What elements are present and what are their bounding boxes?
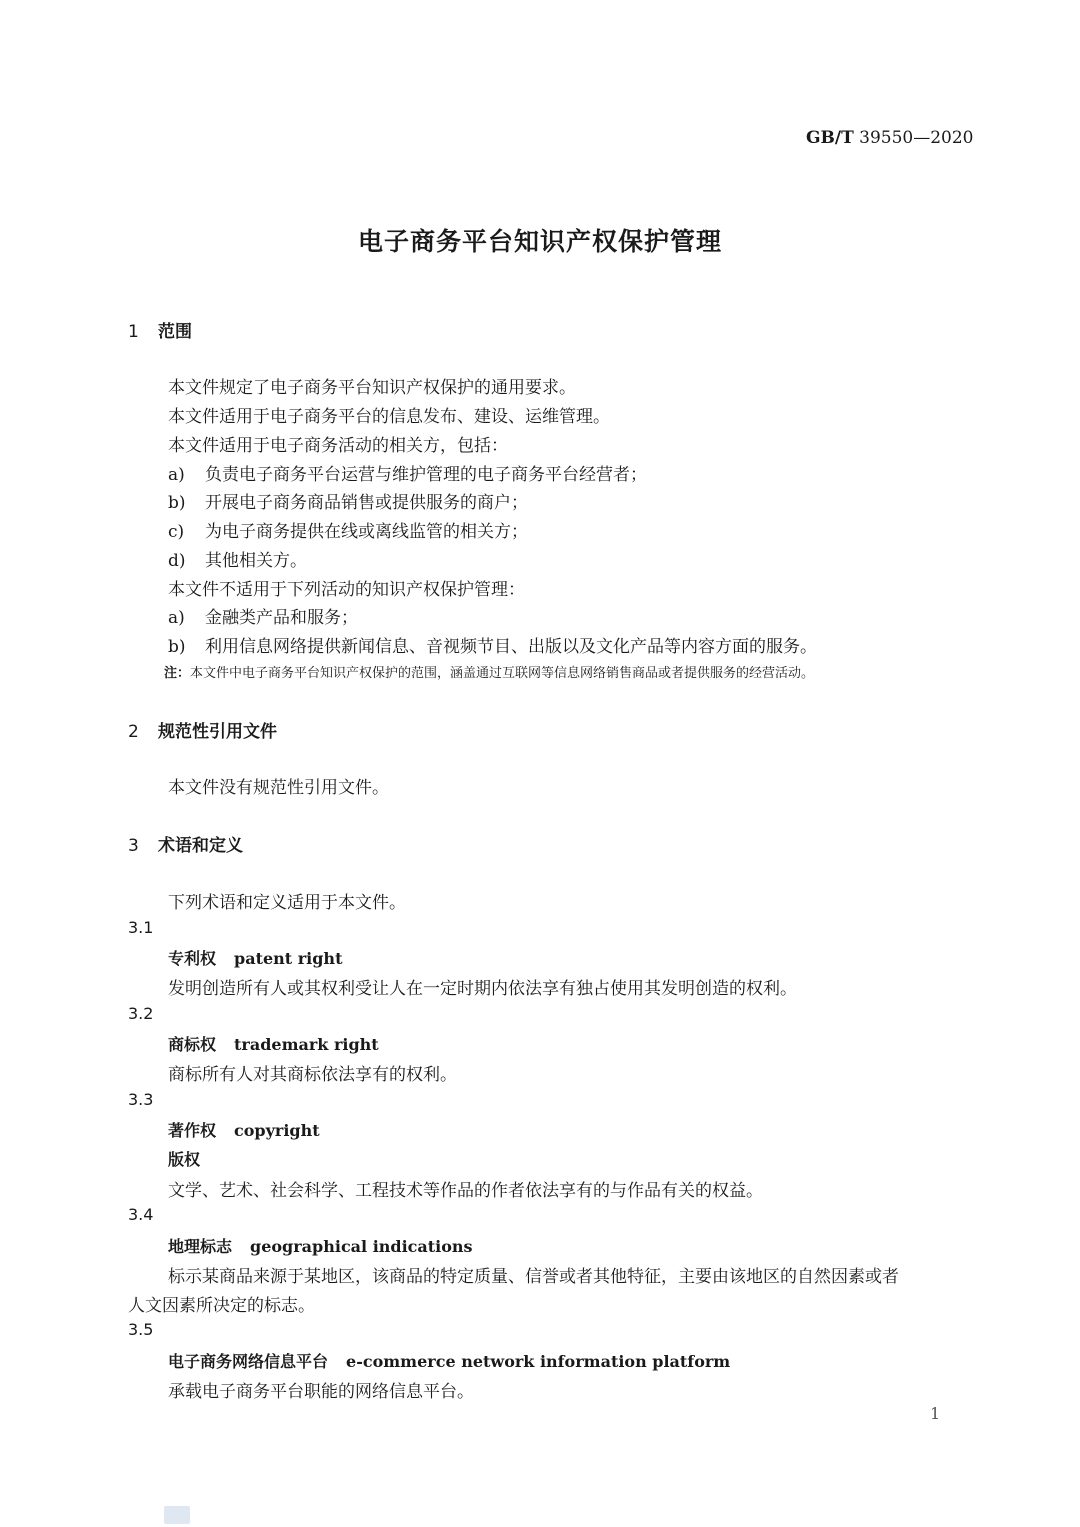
list-marker: b) — [168, 493, 186, 513]
list-item — [168, 488, 528, 513]
term-heading — [168, 1349, 730, 1372]
term-definition: 文学、艺术、社会科学、工程技术等作品的作者依法享有的与作品有关的权益。 — [168, 1181, 763, 1201]
section-2-heading — [128, 717, 277, 742]
term-en: trademark right — [234, 1035, 379, 1054]
term-number: 3.4 — [128, 1205, 154, 1224]
note-text: 本文件中电子商务平台知识产权保护的范围，涵盖通过互联网等信息网络销售商品或者提供服务的经营活动。 — [190, 666, 815, 681]
section-number: 2 — [128, 722, 139, 742]
list-item — [168, 517, 528, 542]
paragraph: 本文件适用于电子商务活动的相关方，包括： — [168, 436, 508, 456]
section-title: 术语和定义 — [158, 836, 243, 856]
term-alt: 版权 — [168, 1150, 201, 1169]
term-heading — [168, 1234, 473, 1257]
section-title: 规范性引用文件 — [158, 722, 277, 742]
term-en: geographical indications — [250, 1237, 473, 1256]
term-number: 3.2 — [128, 1004, 154, 1023]
list-text: 负责电子商务平台运营与维护管理的电子商务平台经营者； — [205, 465, 647, 485]
term-definition-line: 标示某商品来源于某地区，该商品的特定质量、信誉或者其他特征，主要由该地区的自然因素或者 — [168, 1267, 899, 1287]
list-text: 利用信息网络提供新闻信息、音视频节目、出版以及文化产品等内容方面的服务。 — [205, 637, 817, 657]
list-marker: b) — [168, 637, 186, 657]
standard-number: 39550—2020 — [859, 128, 974, 148]
term-number: 3.3 — [128, 1090, 154, 1109]
term-zh: 专利权 — [168, 949, 217, 968]
list-text: 开展电子商务商品销售或提供服务的商户； — [205, 493, 528, 513]
paragraph: 本文件不适用于下列活动的知识产权保护管理： — [168, 580, 525, 600]
standard-code — [806, 128, 974, 148]
term-en: copyright — [234, 1121, 320, 1140]
paragraph: 下列术语和定义适用于本文件。 — [168, 893, 406, 913]
list-item — [168, 632, 817, 657]
page-number: 1 — [930, 1404, 941, 1423]
term-number: 3.5 — [128, 1320, 154, 1339]
term-definition-line: 人文因素所决定的标志。 — [128, 1296, 315, 1316]
list-marker: a) — [168, 608, 185, 628]
standard-prefix: GB/T — [806, 128, 854, 148]
term-number: 3.1 — [128, 918, 154, 937]
list-text: 其他相关方。 — [205, 551, 307, 571]
note — [164, 662, 814, 681]
list-text: 为电子商务提供在线或离线监管的相关方； — [205, 522, 528, 542]
paragraph: 本文件适用于电子商务平台的信息发布、建设、运维管理。 — [168, 407, 610, 427]
watermark-logo-icon — [164, 1506, 190, 1524]
list-marker: a) — [168, 465, 185, 485]
document-title: 电子商务平台知识产权保护管理 — [357, 227, 722, 256]
list-marker: c) — [168, 522, 185, 542]
term-en: patent right — [234, 949, 343, 968]
term-zh: 电子商务网络信息平台 — [168, 1352, 329, 1371]
list-text: 金融类产品和服务； — [205, 608, 358, 628]
section-title: 范围 — [158, 322, 192, 342]
term-heading — [168, 1032, 379, 1055]
paragraph: 本文件规定了电子商务平台知识产权保护的通用要求。 — [168, 378, 576, 398]
term-heading — [168, 946, 342, 969]
term-heading — [168, 1118, 320, 1141]
note-label: 注： — [164, 666, 191, 681]
section-number: 1 — [128, 322, 139, 342]
section-1-heading — [128, 317, 192, 342]
list-marker: d) — [168, 551, 186, 571]
list-item — [168, 546, 307, 571]
list-item — [168, 460, 647, 485]
section-3-heading — [128, 831, 243, 856]
term-zh: 商标权 — [168, 1035, 217, 1054]
term-en: e-commerce network information platform — [346, 1352, 731, 1371]
term-zh: 著作权 — [168, 1121, 217, 1140]
term-zh: 地理标志 — [168, 1237, 233, 1256]
term-definition: 承载电子商务平台职能的网络信息平台。 — [168, 1382, 474, 1402]
term-definition: 发明创造所有人或其权利受让人在一定时期内依法享有独占使用其发明创造的权利。 — [168, 979, 797, 999]
list-item — [168, 603, 358, 628]
term-definition: 商标所有人对其商标依法享有的权利。 — [168, 1065, 457, 1085]
section-number: 3 — [128, 836, 139, 856]
paragraph: 本文件没有规范性引用文件。 — [168, 778, 389, 798]
